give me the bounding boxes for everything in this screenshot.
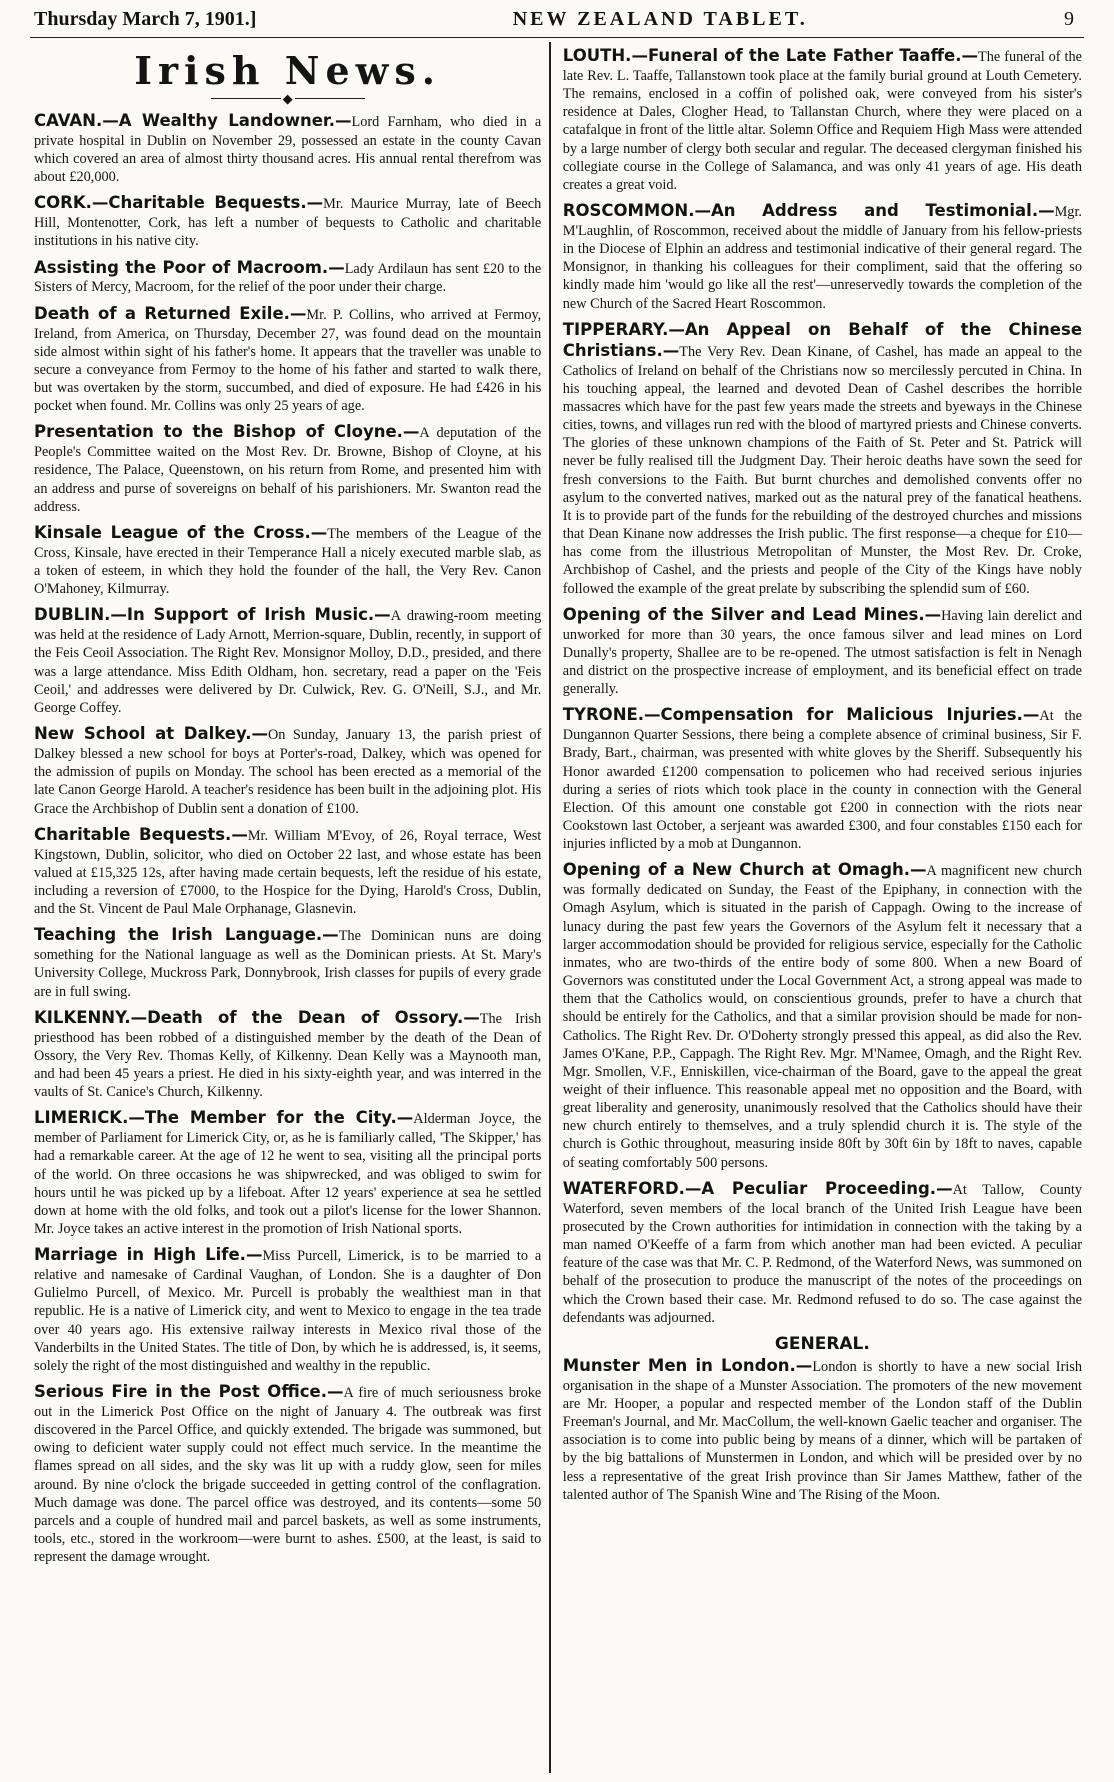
article <box>563 605 1082 699</box>
article-headline: New School at Dalkey.— <box>34 724 268 744</box>
left-articles <box>34 111 541 1567</box>
article-body: A fire of much seriousness broke out in the Limerick Post Office on the night of January 4. The outbreak was first discovered in the Parcel Office, and quickly extended. The brigade was summoned, but owing to deficient water supply could not effect much service. In the meantime the flames spread on all sides, and the sky was lit up with a ruddy glow, seen for miles around. By nine o'clock the brigade succeeded in getting control of the conflagration. Much damage was done. The parcel office was destroyed, and its contents—some 50 parcels and a couple of hundred mail and parcel baskets, as well as some instruments, tools, etc., stored in the workroom—were burnt to ashes. £500, at the least, is said to represent the damage wrought. <box>34 1385 542 1566</box>
article-body: A magnificent new church was formally dedicated on Sunday, the Feast of the Epiphany, in connection with the Omagh Asylum, which is situated in the parish of Cappagh. Owing to the increase of lunacy during the past few years the Governors of the Asylum felt it necessary that a larger accommodation should be provided for religious service, especially for the Catholic inmates, who are two-thirds of the entire body of some 800. When a new Board of Governors was constituted under the Local Government Act, a strong appeal was made to them that the Catholics would, on conscientious grounds, prefer to have a church that should be entirely for the Catholics, and that a similar provision should be made for non-Catholics. The Right Rev. Dr. O'Doherty strongly pressed this appeal, as did also the Rev. James O'Kane, P.P., Cappagh. The Right Rev. Mgr. M'Namee, Omagh, and the Right Rev. Mgr. Smollen, V.F., Enniskillen, vice-chairman of the Board, gave to the appeal the great weight of their influence. This reasonable appeal met no opposition and the Board, with great liberality and generosity, unanimously resolved that the Catholics should have their new church entirely to themselves, and a truly splendid church it is. The style of the church is Gothic throughout, measuring inside 80ft by 30ft 6in by 18ft to naves, capable of seating comfortably 500 persons. <box>562 863 1083 1171</box>
article-headline: Kinsale League of the Cross.— <box>34 522 328 542</box>
article-headline: Serious Fire in the Post Office.— <box>34 1382 344 1402</box>
article-headline: Marriage in High Life.— <box>34 1245 263 1265</box>
article-body: Mr. P. Collins, who arrived at Fermoy, Ireland, from America, on Thursday, December 27, was found dead on the mountain side almost within sight of his father's home. It appears that the traveller was unable to secure a conveyance from Fermoy to the home of his father and started to walk there, but was overtaken by the storm, succumbed, and died of exposure. He had £426 in his pocket when found. Mr. Collins was only 25 years of age. <box>34 306 542 415</box>
article-body: Mr. William M'Evoy, of 26, Royal terrace, West Kingstown, Dublin, solicitor, who died on October 22 last, and whose estate has been valued at £15,325 12s, after having made certain bequests, left the residue of his estate, including a reversion of £7000, to the Hospice for the Dying, Harold's Cross, Dublin, and the St. Vincent de Paul Male Orphanage, Glasnevin. <box>34 827 542 918</box>
paper-title: NEW ZEALAND TABLET. <box>512 8 808 30</box>
article-body: The Dominican nuns are doing something for the National language as well as the Dominican priests. At St. Mary's University College, Muckross Park, Donnybrook, Irish classes for pupils of every grade are in full swing. <box>34 928 542 1000</box>
article-headline: Assisting the Poor of Macroom.— <box>34 257 345 277</box>
article-body: Alderman Joyce, the member of Parliament for Limerick City, or, as he is familiarly called, 'The Skipper,' has had a remarkable career. At the age of 12 he went to sea, visiting all the principal ports of the world. On three occasions he was shipwrecked, and was obliged to swim for hours until he was picked up by a lifeboat. After 12 years' experience at sea he settled down at home with the old folks, and took out a pilot's license for the lower Shannon. Mr. Joyce takes an active interest in the promotion of Irish National sports. <box>34 1111 542 1237</box>
article <box>34 523 541 598</box>
article-headline: LOUTH.—Funeral of the Late Father Taaffe.— <box>562 46 978 65</box>
article-headline: Teaching the Irish Language.— <box>34 925 339 945</box>
article-body: Mr. Maurice Murray, late of Beech Hill, Montenotter, Cork, has left a number of bequests to Catholic and charitable institutions in his native city. <box>34 196 542 250</box>
article <box>563 320 1082 598</box>
article <box>563 201 1082 313</box>
article <box>34 304 541 416</box>
article-body: A drawing-room meeting was held at the residence of Lady Arnott, Merrion-square, Dublin, recently, in support of the Feis Ceoil Association. The Right Rev. Monsignor Molloy, D.D., presided, and there was a large attendance. Miss Edith Oldham, hon. secretary, read a paper on the 'Feis Ceoil,' and addresses were delivered by Dr. Culwick, Rev. G. O'Neill, S.J., and Mr. George Coffey. <box>34 608 542 716</box>
columns <box>30 38 1084 1773</box>
article-headline: Presentation to the Bishop of Cloyne.— <box>34 422 420 442</box>
article-body: Lady Ardilaun has sent £20 to the Sisters of Mercy, Macroom, for the relief of the poor under their charge. <box>34 260 542 296</box>
page-number: 9 <box>1063 8 1074 30</box>
article <box>34 1245 541 1375</box>
article <box>563 860 1082 1171</box>
article <box>34 925 541 1000</box>
title-ornament: ◆ <box>34 90 541 107</box>
article <box>34 258 541 297</box>
article-body: At the Dungannon Quarter Sessions, there being a complete absence of criminal business, Sir F. Brady, Bart., chairman, was presented with white gloves by the Sheriff. Subsequently his Honor awarded £1200 compensation to policemen who had received serious injuries during a series of riots which took place in the county in connection with the General Election. Of this amount one constable got £200 in connection with the riots near Cookstown last October, a serjeant was awarded £300, and four constables £150 each for injuries inflicted by a mob at Dungannon. <box>562 708 1083 853</box>
article-body: The Very Rev. Dean Kinane, of Cashel, has made an appeal to the Catholics of Ireland on behalf of the Christians now so mercilessly percuted in China. In his touching appeal, the learned and devoted Dean of Cashel describes the horrible massacres which have for the past few years made the streets and byeways in the Chinese cities, towns, and villages run red with the blood of martyred priests and Chinese converts. The glories of these unknown champions of the Faith of St. Peter and St. Patrick will never be fully realised till the Judgment Day. Their heroic deaths have sown the seed for fresh conversions to the Faith. But burnt churches and demolished convents offer no asylum to the converted natives, marked out as the natural prey of the fanatical heathens. It is to provide part of the funds for the rebuilding of the destroyed churches and missions that Dean Kinane now addresses the Irish public. The first response—a cheque for £10—has come from the illustrious Metropolitan of Munster, the Most Rev. Dr. Croke, Archbishop of Cashel, and the priests and people of the City of the Kings have nobly followed the example of the great prelate by subscribing the splendid sum of £60. <box>562 343 1083 597</box>
article-headline: KILKENNY.—Death of the Dean of Ossory.— <box>34 1007 480 1027</box>
article-headline: CORK.—Charitable Bequests.— <box>34 193 324 213</box>
article-headline: LIMERICK.—The Member for the City.— <box>34 1108 414 1128</box>
article-headline: CAVAN.—A Wealthy Landowner.— <box>34 110 352 130</box>
issue-date: Thursday March 7, 1901.] <box>34 8 257 30</box>
article-headline: DUBLIN.—In Support of Irish Music.— <box>34 605 391 625</box>
article <box>563 705 1082 853</box>
article-headline: Charitable Bequests.— <box>34 824 248 844</box>
masthead <box>30 6 1084 38</box>
section-title: Irish News. <box>134 48 441 93</box>
article <box>34 724 541 818</box>
article-body: Having lain derelict and unworked for more than 30 years, the once famous silver and lead mines on Lord Dunally's property, Shallee are to be re-opened. The utmost satisfaction is felt in Nenagh and district on the prospective increase of employment, and its beneficial effect on trade generally. <box>562 607 1083 698</box>
article-headline: TYRONE.—Compensation for Malicious Injuries.— <box>562 705 1040 725</box>
general-heading: GENERAL. <box>774 1333 870 1354</box>
article-body: The members of the League of the Cross, Kinsale, have erected in their Temperance Hall a nicely executed marble slab, as a token of esteem, in which they hold the founder of the hall, the Very Rev. Canon O'Mahoney, Kilmurray. <box>34 525 542 598</box>
article <box>34 825 541 919</box>
article <box>34 1008 541 1102</box>
article-headline: TIPPERARY.—An Appeal on Behalf of the Chinese Christians.— <box>562 319 1083 360</box>
article-body: London is shortly to have a new social Irish organisation in the shape of a Munster Association. The promoters of the new movement are Mr. Hooper, a popular and respected member of the London staff of the Dublin Freeman's Journal, and Mr. MacCollum, the well-known Gaelic teacher and organiser. The association is to come into public being by means of a dinner, which will be partaken of by the big battalions of Munstermen in London, and which will be presided over by no less a representative of the great Irish province than Sir James Matthew, father of the talented author of The Spanish Wine and The Rising of the Moon. <box>562 1358 1083 1503</box>
article <box>34 193 541 250</box>
article <box>563 1356 1082 1504</box>
article <box>34 1382 541 1566</box>
article <box>34 111 541 186</box>
article <box>34 1108 541 1238</box>
article-body: Miss Purcell, Limerick, is to be married to a relative and namesake of Cardinal Vaughan, of London. She is a daughter of Don Gulielmo Purcell, of Mexico. Mr. Purcell is probably the wealthiest man in that republic. He is a native of Limerick city, and went to Mexico to engage in the tea trade over 40 years ago. His extensive railway interests in Mexico rival those of the Vanderbilts in the United States. The title of Don, by which he is addressed, is, it seems, solely the right of the most distinguished and wealthy in the republic. <box>34 1248 542 1374</box>
article-body: The Irish priesthood has been robbed of a distinguished member by the death of the Dean of Ossory, the Very Rev. Thomas Kelly, of Kilkenny. Dean Kelly was a Maynooth man, and had been 45 years a priest. He died in his sixty-eighth year, and was interred in the vaults of St. Canice's Church, Kilkenny. <box>34 1010 542 1101</box>
article-headline: ROSCOMMON.—An Address and Testimonial.— <box>562 201 1055 221</box>
article-body: A deputation of the People's Committee waited on the Most Rev. Dr. Browne, Bishop of Cloyne, at his residence, The Palace, Queenstown, on his return from Rome, and presented him with an address and purse of sovereigns on behalf of his parishioners. Mr. Swanton read the address. <box>34 425 542 515</box>
article-body: On Sunday, January 13, the parish priest of Dalkey blessed a new school for boys at Porter's-road, Dalkey, which was opened for the admission of pupils on Monday. The school has been erected as a memorial of the late Canon George Harold. A teacher's residence has been built in the adjoining plot. His Grace the Archbishop of Dublin sent a donation of £100. <box>34 727 542 817</box>
article-body: Lord Farnham, who died in a private hospital in Dublin on November 29, possessed an estate in the county Cavan which covered an area of almost thirty thousand acres. His annual rental therefrom was about £20,000. <box>34 113 542 186</box>
article-headline: Munster Men in London.— <box>562 1355 813 1375</box>
article <box>563 1179 1082 1327</box>
article <box>563 46 1082 194</box>
article-body: At Tallow, County Waterford, seven members of the local branch of the United Irish League have been prosecuted by the Crown authorities for intimidation in connection with the taking by a man named O'Keeffe of a farm from which another man had been evicted. A peculiar feature of the case was that Mr. C. P. Redmond, of the Waterford News, was summoned on behalf of the prosecution to produce the manuscript of the notes of the proceedings on which the Crown based their case. Mr. Redmond refused to do so. The case against the defendants was adjourned. <box>562 1181 1083 1326</box>
right-column <box>551 38 1084 1773</box>
right-articles <box>563 46 1082 1327</box>
article-headline: WATERFORD.—A Peculiar Proceeding.— <box>562 1178 953 1198</box>
left-column <box>30 38 549 1773</box>
article <box>34 422 541 516</box>
article <box>34 605 541 717</box>
article-headline: Opening of the Silver and Lead Mines.— <box>562 604 942 624</box>
article-headline: Death of a Returned Exile.— <box>34 303 307 323</box>
article-body: The funeral of the late Rev. L. Taaffe, Tallanstown took place at the family burial ground at Louth Cemetery. The remains, enclosed in a coffin of polished oak, were conveyed from his sister's residence at Dales, Clogher Head, to Tallanstan Church, where they were placed on a catafalque in front of the little altar. Solemn Office and Requiem High Mass were attended by a large number of clergy both secular and regular. The deceased clergyman finished his collegiate course in the College of Salamanca, and was only 41 years of age. His death creates a great void. <box>562 49 1083 193</box>
article-body: Mgr. M'Laughlin, of Roscommon, received about the middle of January from his fellow-priests in the Diocese of Elphin an address and testimonial indicative of their general regard. The Monsignor, in thanking his colleagues for their compliment, said that the offering so kindly made him 'would go like all the rest'—unreservedly towards the completion of the new Church of the Sacred Heart Roscommon. <box>562 204 1083 312</box>
article-headline: Opening of a New Church at Omagh.— <box>562 860 927 880</box>
